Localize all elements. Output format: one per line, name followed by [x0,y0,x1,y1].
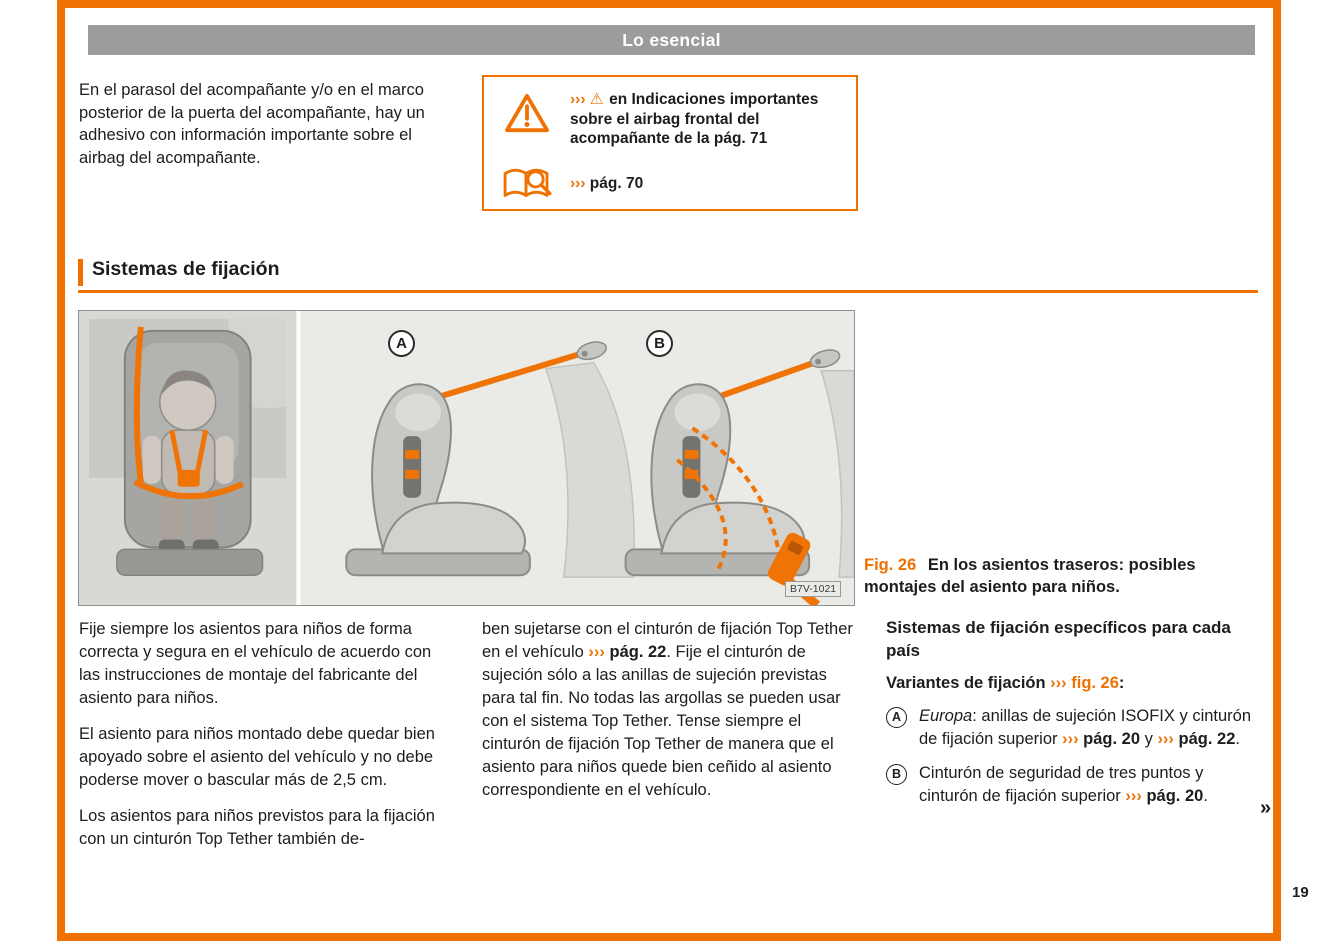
page-frame-right [1273,0,1281,941]
warning-reference-text: ››› ⚠ en Indicaciones importantes sobre el airbag frontal del acompañante de la pág. 71 [570,90,819,147]
chapter-header-bar [88,25,1255,55]
section-rule [78,290,1258,293]
list-item-text: Cinturón de seguridad de tres puntos y cinturón de fijación superior ››› pág. 20. [919,764,1208,805]
continuation-mark: » [1260,797,1272,819]
warning-reference-row [484,90,856,149]
variants-subheading: Variantes de fijación ››› fig. 26: [886,674,1125,692]
figure-caption: Fig. 26 En los asientos traseros: posibles montajes del asiento para niños. [864,556,1196,596]
section-accent-bar [78,259,83,286]
list-item-a [886,705,1264,751]
page-frame-top [57,0,1281,8]
child-seat-illustration [79,311,854,605]
chapter-title: Lo esencial [622,29,721,50]
paragraph: ben sujetarse con el cinturón de fijación Top Tether en el vehículo ››› pág. 22. Fije el cinturón de sujeción sólo a las anillas de sujeción previstas para tal fin. No todas las argollas se pueden usar con el sistema Top Tether. Tense siempre el cinturón de fijación Top Tether de manera que el asiento para niños quede bien ceñido al asiento correspondiente en el vehículo. [482,620,853,799]
figure-label-b: B [646,330,673,357]
subsection-heading: Sistemas de fijación específicos para cada país [886,618,1231,660]
circled-letter-a: A [886,707,907,728]
figure-26-image [78,310,855,606]
paragraph: Fije siempre los asientos para niños de forma correcta y segura en el vehículo de acuerdo con las instrucciones de montaje del fabricante del asiento para niños. [79,620,432,707]
list-item-b [886,762,1264,808]
intro-paragraph: En el parasol del acompañante y/o en el marco posterior de la puerta del acompañante, hay un adhesivo con información importante sobre el airbag del acompañante. [79,81,425,167]
cross-reference-box [482,75,858,211]
warning-triangle-icon [484,90,570,134]
page-reference-text: ››› pág. 70 [570,174,644,192]
circled-letter-b: B [886,764,907,785]
paragraph: El asiento para niños montado debe quedar bien apoyado sobre el asiento del vehículo y no debe poderse mover o bascular más de 2,5 cm. [79,725,435,789]
text-column-2 [482,618,860,815]
page-frame-left [57,0,65,941]
text-column-3 [886,616,1264,819]
paragraph: Los asientos para niños previstos para la fijación con un cinturón Top Tether también de- [79,807,435,848]
photo-child-in-seat [79,311,296,605]
text-column-1 [79,618,452,864]
figure-label-a: A [388,330,415,357]
page-number: 19 [1292,884,1309,901]
list-item-text: Europa: anillas de sujeción ISOFIX y cinturón de fijación superior ››› pág. 20 y ››› pág. 22. [919,707,1252,748]
page-reference-row [484,163,856,205]
page-frame-bottom [57,933,1281,941]
book-search-icon [484,163,570,205]
figure-26 [78,310,1258,606]
figure-code: B7V-1021 [785,581,841,597]
section-title: Sistemas de fijación [92,258,280,280]
